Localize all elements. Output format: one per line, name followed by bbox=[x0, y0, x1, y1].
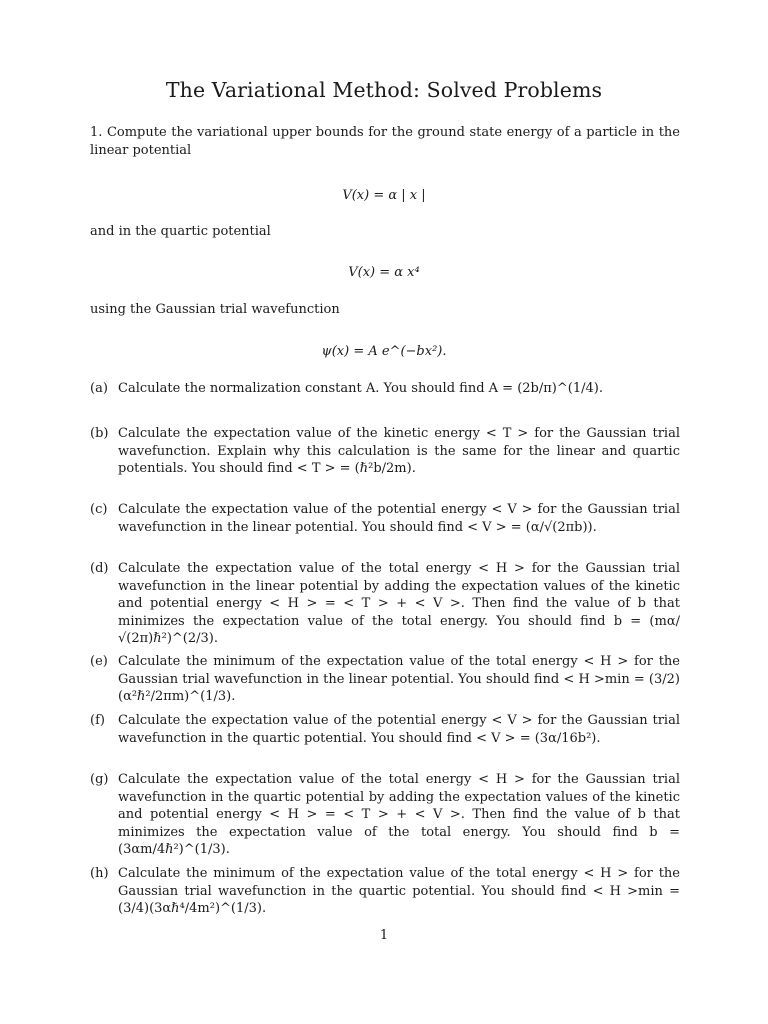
equation-trial-wavefunction: ψ(x) = A e^(−bx²). bbox=[321, 344, 447, 359]
problem-intro: 1. Compute the variational upper bounds for the ground state energy of a particle in the linear potential bbox=[90, 125, 680, 158]
item-label: (d) bbox=[90, 561, 109, 576]
list-item-f bbox=[90, 712, 680, 747]
list-item-h bbox=[90, 865, 680, 918]
list-item-g bbox=[90, 771, 680, 859]
text-trial-intro: using the Gaussian trial wavefunction bbox=[90, 302, 340, 317]
list-item-b bbox=[90, 425, 680, 478]
list-item-d bbox=[90, 560, 680, 648]
equation-quartic-potential: V(x) = α x⁴ bbox=[348, 265, 420, 280]
item-label: (h) bbox=[90, 866, 109, 881]
item-label: (a) bbox=[90, 381, 108, 396]
item-text: Calculate the normalization constant A. You should find A = (2b/π)^(1/4). bbox=[118, 381, 603, 396]
page-number: 1 bbox=[379, 928, 389, 943]
item-label: (f) bbox=[90, 713, 105, 728]
item-label: (c) bbox=[90, 502, 108, 517]
item-label: (g) bbox=[90, 772, 109, 787]
item-text: Calculate the expectation value of the potential energy < V > for the Gaussian trial wavefunction in the linear potential. You should find < V > = (α/√(2πb)). bbox=[118, 502, 680, 535]
item-text: Calculate the minimum of the expectation value of the total energy < H > for the Gaussian trial wavefunction in the quartic potential. You should find < H >min = (3/4)(3αℏ⁴/4m²)^(1/3). bbox=[118, 866, 680, 916]
item-text: Calculate the expectation value of the kinetic energy < T > for the Gaussian trial wavefunction. Explain why this calculation is the same for the linear and quartic potentials. You should find < T > = (ℏ²b/2m). bbox=[118, 426, 680, 476]
list-item-a bbox=[90, 380, 680, 398]
item-label: (e) bbox=[90, 654, 108, 669]
equation-linear-potential: V(x) = α | x | bbox=[342, 188, 426, 203]
list-item-c bbox=[90, 501, 680, 536]
item-text: Calculate the expectation value of the total energy < H > for the Gaussian trial wavefunction in the quartic potential by adding the expectation values of the kinetic and potential energy < H > = < T > + < V >. Then find the value of b that minimizes the expectation value of the total energy. You should find b = (3αm/4ℏ²)^(1/3). bbox=[118, 772, 680, 857]
item-text: Calculate the minimum of the expectation value of the total energy < H > for the Gaussian trial wavefunction in the linear potential. You should find < H >min = (3/2)(α²ℏ²/2πm)^(1/3). bbox=[118, 654, 680, 704]
item-label: (b) bbox=[90, 426, 109, 441]
text-quartic-intro: and in the quartic potential bbox=[90, 224, 271, 239]
item-text: Calculate the expectation value of the potential energy < V > for the Gaussian trial wavefunction in the quartic potential. You should find < V > = (3α/16b²). bbox=[118, 713, 680, 746]
document-title: The Variational Method: Solved Problems bbox=[165, 78, 603, 102]
item-text: Calculate the expectation value of the total energy < H > for the Gaussian trial wavefunction in the linear potential by adding the expectation values of the kinetic and potential energy < H > = < T > + < V >. Then find the value of b that minimizes the expectation value of the total energy. You should find b = (mα/√(2π)ℏ²)^(2/3). bbox=[118, 561, 680, 646]
list-item-e bbox=[90, 653, 680, 706]
